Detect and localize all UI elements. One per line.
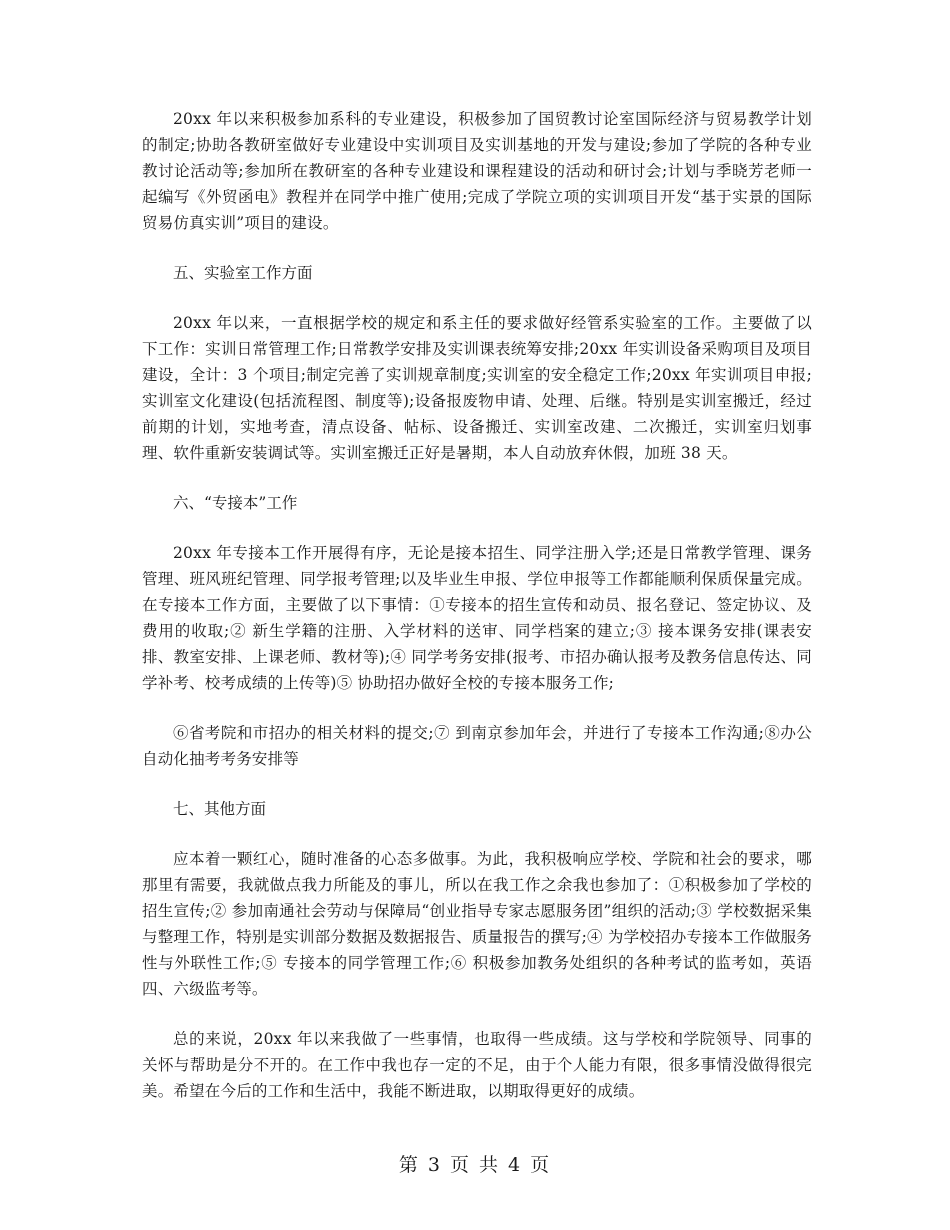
- paragraph-lab-work: 20xx 年以来，一直根据学校的规定和系主任的要求做好经管系实验室的工作。主要做了以下工作：实训日常管理工作;日常教学安排及实训课表统筹安排;20xx 年实训设备采购项目及项目建设，全计：3 个项目;制定完善了实训规章制度;实训室的安全稳定工作;20xx 年实训项目申报;实训室文化建设(包括流程图、制度等);设备报废物申请、处理、后继。特别是实训室搬迁，经过前期的计划，实地考查，清点设备、帖标、设备搬迁、实训室改建、二次搬迁，实训室归划事理、软件重新安装调试等。实训室搬迁正好是暑期，本人自动放弃休假，加班 38 天。: [142, 314, 812, 462]
- section-heading-other: 七、其他方面: [173, 800, 267, 818]
- page-number-footer: 第 3 页 共 4 页: [398, 1154, 552, 1176]
- paragraph-other-activities: 应本着一颗红心，随时准备的心态多做事。为此，我积极响应学校、学院和社会的要求，哪那里有需要，我就做点我力所能及的事儿，所以在我工作之余我也参加了：①积极参加了学校的招生宣传;② 参加南通社会劳动与保障局“创业指导专家志愿服务团”组织的活动;③ 学校数据采集与整理工作，特别是实训部分数据及数据报告、质量报告的撰写;④ 为学校招办专接本工作做服务性与外联性工作;⑤ 专接本的同学管理工作;⑥ 积极参加教务处组织的各种考试的监考如，英语四、六级监考等。: [142, 850, 812, 998]
- paragraph-upgrade-program-continued: ⑥省考院和市招办的相关材料的提交;⑦ 到南京参加年会，并进行了专接本工作沟通;⑧办公自动化抽考考务安排等: [142, 724, 812, 768]
- paragraph-professional-development: 20xx 年以来积极参加系科的专业建设，积极参加了国贸教讨论室国际经济与贸易教学计划的制定;协助各教研室做好专业建设中实训项目及实训基地的开发与建设;参加了学院的各种专业教讨论活动等;参加所在教研室的各种专业建设和课程建设的活动和研讨会;计划与季晓芳老师一起编写《外贸函电》教程并在同学中推广使用;完成了学院立项的实训项目开发“基于实景的国际贸易仿真实训”项目的建设。: [142, 110, 812, 232]
- section-heading-lab-work: 五、实验室工作方面: [173, 264, 313, 282]
- section-heading-upgrade-program: 六、“专接本”工作: [173, 494, 298, 512]
- document-body: [142, 106, 812, 1128]
- paragraph-summary: 总的来说，20xx 年以来我做了一些事情，也取得一些成绩。这与学校和学院领导、同事的关怀与帮助是分不开的。在工作中我也存一定的不足，由于个人能力有限，很多事情没做得很完美。希望在今后的工作和生活中，我能不断进取，以期取得更好的成绩。: [142, 1030, 812, 1100]
- paragraph-upgrade-program: 20xx 年专接本工作开展得有序，无论是接本招生、同学注册入学;还是日常教学管理、课务管理、班风班纪管理、同学报考管理;以及毕业生申报、学位申报等工作都能顺利保质保量完成。在专接本工作方面，主要做了以下事情：①专接本的招生宣传和动员、报名登记、签定协议、及费用的收取;② 新生学籍的注册、入学材料的送审、同学档案的建立;③ 接本课务安排(课表安排、教室安排、上课老师、教材等);④ 同学考务安排(报考、市招办确认报考及教务信息传达、同学补考、校考成绩的上传等)⑤ 协助招办做好全校的专接本服务工作;: [142, 544, 812, 692]
